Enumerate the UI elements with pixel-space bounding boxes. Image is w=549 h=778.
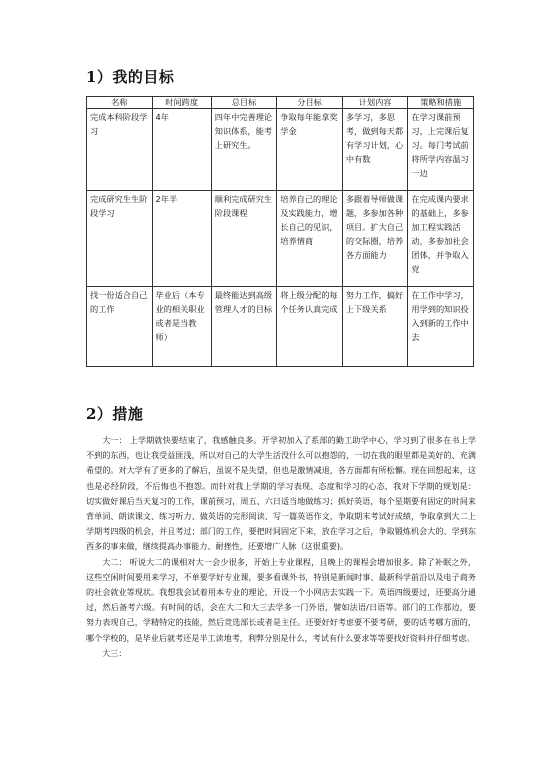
section-heading-goals: 1）我的目标 [86, 68, 175, 86]
table-cell: 努力工作，搞好上下级关系 [342, 287, 408, 367]
table-header-cell: 分目标 [277, 97, 343, 109]
table-header-cell: 策略和措施 [408, 97, 474, 109]
table-cell: 培养自己的理论及实践能力，增长自己的见识，培养情商 [277, 191, 343, 287]
table-header-cell: 名称 [87, 97, 153, 109]
table-header-cell: 计划内容 [342, 97, 408, 109]
table-cell: 多跟着导师做课题，多参加各种项目。扩大自己的交际圈，培养各方面能力 [342, 191, 408, 287]
table-cell: 2年半 [152, 191, 211, 287]
table-header-cell: 总目标 [211, 97, 277, 109]
table-cell: 完成研究生生阶段学习 [87, 191, 153, 287]
table-cell: 完成本科阶段学习 [87, 109, 153, 191]
table-cell: 将上级分配的每个任务认真完成 [277, 287, 343, 367]
table-cell: 在学习课前预习，上完课后复习。每门考试前将所学内容温习一边 [408, 109, 474, 191]
table-row [87, 191, 474, 287]
table-cell: 在工作中学习，用学到的知识投入到新的工作中去 [408, 287, 474, 367]
table-cell: 顺利完成研究生阶段课程 [211, 191, 277, 287]
table-row [87, 287, 474, 367]
table-cell: 找一份适合自己的工作 [87, 287, 153, 367]
table-cell: 四年中完善理论知识体系，能考上研究生。 [211, 109, 277, 191]
section-heading-measures: 2）措施 [86, 405, 144, 423]
table-cell: 最终能达到高级管理人才的目标 [211, 287, 277, 367]
table-cell: 在完成课内要求的基础上，多参加工程实践活动，多参加社会团体，并争取入党 [408, 191, 474, 287]
measures-body [86, 433, 476, 661]
paragraph-year-one: 大一： 上学期就快要结束了，我感触良多。开学初加入了系部的勤工助学中心，学习到了很多在书上学不到的东西，也让我受益匪浅，所以对自己的大学生活没什么可以抱怨的，一切在我的眼里都是美好的、充满希望的。对大学有了更多的了解后，虽说不是失望，但也是激情减退，各方面都有所松懈。现在回想起来，这也是必经阶段，不后悔也不抱怨。而针对我上学期的学习表现、态度和学习的心态，我对下学期的规划是： 切实做好课后当天复习的工作，课前预习，周五、六日适当地做练习；抓好英语，每个星期要有固定的时间来背单词、朗读课文、练习听力、做英语的完形阅读、写一篇英语作文，争取期末考试好成绩，争取拿到大二上学期考四级的机会，并且考过；部门的工作，要把时间固定下来，放在学习之后，争取锻炼机会大的、学到东西多的事来做，继续提高办事能力、耐挫性，还要增广人脉（这很重要)。 [86, 435, 476, 552]
table-cell: 多学习，多思考，做到每天都有学习计划，心中有数 [342, 109, 408, 191]
table-cell: 争取每年能拿奖学金 [277, 109, 343, 191]
paragraph-year-three: 大三： [102, 647, 127, 658]
table-cell: 毕业后（本专业的相关职业或者是当教师） [152, 287, 211, 367]
table-cell: 4年 [152, 109, 211, 191]
table-header-cell: 时间跨度 [152, 97, 211, 109]
paragraph-year-two: 大二： 听说大二的课相对大一会少很多，开始上专业课程，且晚上的课程会增加很多。除了补眠之外，这些空闲时间要用来学习，不单要学好专业课，要多看课外书，特别是新闻时事、最新科学前沿以及电子商务的社会就业等现状。我想我会试着用本专业的理论，开设一个小网店去实践一下。英语四级要过，还要高分通过，然后备考六级。有时间的话，会在大二和大三去学多一门外语，譬如法语/日语等。部门的工作那边，要努力表现自己，学精特定的技能，然后竞选部长或者是主任。还要好好考虑要不要考研，要的话考哪方面的，哪个学校的，是毕业后就考还是半工读地考，利弊分别是什么，考试有什么要求等等要找好资料并仔细考虑。 [86, 556, 476, 643]
table-row [87, 109, 474, 191]
table-header-row [87, 97, 474, 109]
goals-table [86, 96, 474, 367]
